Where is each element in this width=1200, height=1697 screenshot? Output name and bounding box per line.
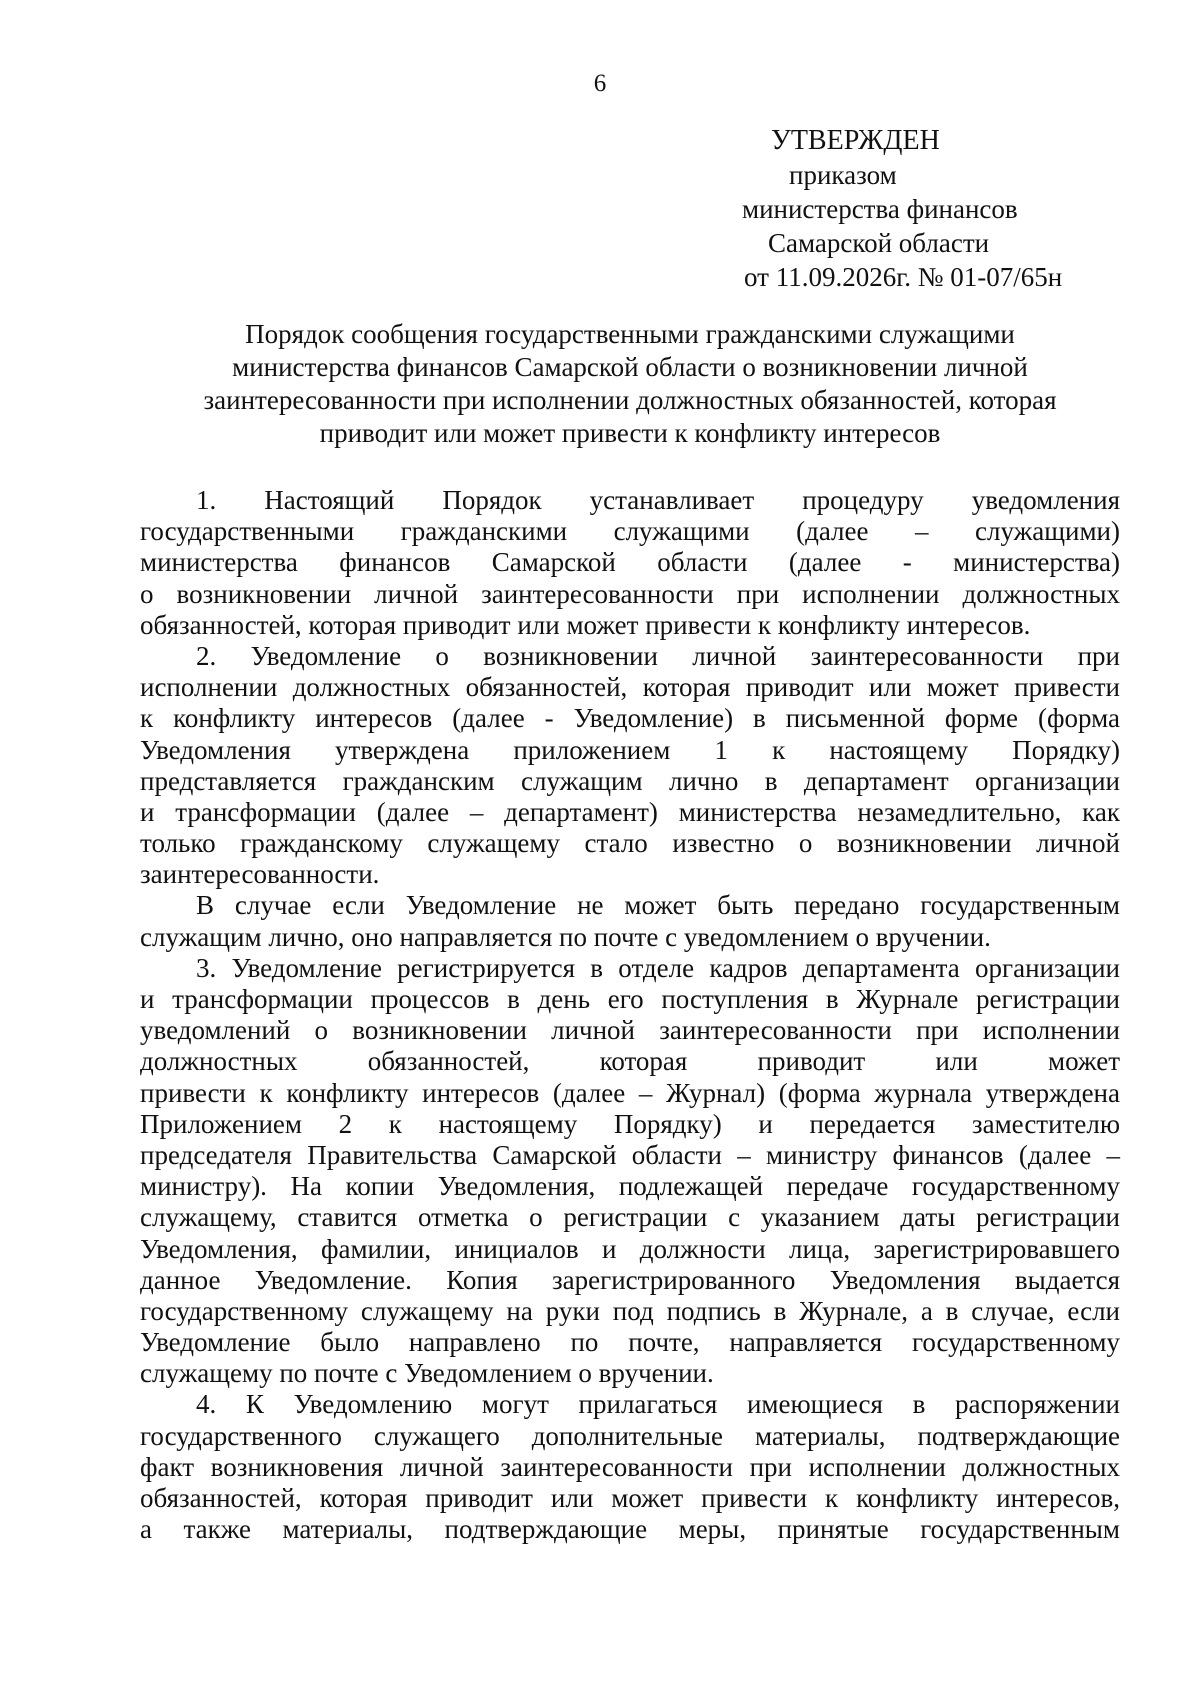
- text-line: 2. Уведомление о возникновении личной заинтересованности при: [196, 640, 1120, 671]
- approval-line: министерства финансов: [742, 194, 1018, 224]
- text-line: о возникновении личной заинтересованности при исполнении должностных: [140, 578, 1120, 609]
- text-line: государственному служащему на руки под подпись в Журнале, а в случае, если: [140, 1295, 1120, 1326]
- text-line: министерства финансов Самарской области (далее - министерства): [140, 547, 1120, 578]
- approval-block: [690, 124, 1110, 294]
- text-line: государственными гражданскими служащими (далее – служащими): [140, 516, 1120, 547]
- text-line: Приложением 2 к настоящему Порядку) и передается заместителю: [140, 1108, 1120, 1139]
- text-line: 1. Настоящий Порядок устанавливает процедуру уведомления: [196, 485, 1120, 515]
- text-line: только гражданскому служащему стало известно о возникновении личной: [140, 828, 1120, 859]
- text-line: Уведомления утверждена приложением 1 к настоящему Порядку): [140, 734, 1120, 765]
- approval-date-number: от 11.09.2026г. № 01-07/65н: [744, 262, 1063, 292]
- text-line: министру). На копии Уведомления, подлежащей передаче государственному: [140, 1171, 1120, 1202]
- text-line: привести к конфликту интересов (далее – Журнал) (форма журнала утверждена: [140, 1077, 1120, 1108]
- text-line: обязанностей, которая приводит или может привести к конфликту интересов,: [140, 1483, 1120, 1513]
- text-line: председателя Правительства Самарской области – министру финансов (далее –: [140, 1139, 1120, 1170]
- title-line: приводит или может привести к конфликту интересов: [319, 418, 941, 448]
- body-text: [140, 485, 1120, 1545]
- text-line: Уведомление было направлено по почте, направляется государственному: [140, 1327, 1120, 1358]
- document-title: [140, 318, 1120, 450]
- text-line: к конфликту интересов (далее - Уведомление) в письменной форме (форма: [140, 703, 1120, 734]
- page-number: 6: [593, 70, 607, 97]
- text-line: служащему, ставится отметка о регистрации с указанием даты регистрации: [140, 1202, 1120, 1233]
- text-line: а также материалы, подтверждающие меры, принятые государственным: [140, 1514, 1120, 1545]
- text-line: факт возникновения личной заинтересованности при исполнении должностных: [140, 1451, 1120, 1482]
- title-line: заинтересованности при исполнении должностных обязанностей, которая: [203, 385, 1057, 415]
- text-line: уведомлений о возникновении личной заинтересованности при исполнении: [140, 1015, 1120, 1046]
- text-line: Уведомления, фамилии, инициалов и должности лица, зарегистрировавшего: [140, 1233, 1120, 1264]
- text-line: представляется гражданским служащим лично в департамент организации: [140, 765, 1120, 796]
- text-line: заинтересованности.: [140, 859, 380, 890]
- text-line: должностных обязанностей, которая приводит или может: [140, 1046, 1120, 1077]
- title-line: министерства финансов Самарской области о возникновении личной: [232, 352, 1028, 382]
- text-line: служащим лично, оно направляется по почте с уведомлением о вручении.: [140, 921, 991, 952]
- text-line: исполнении должностных обязанностей, которая приводит или может привести: [140, 672, 1120, 703]
- text-line: служащему по почте с Уведомлением о вручении.: [140, 1358, 714, 1389]
- approval-line: Самарской области: [768, 228, 990, 258]
- title-line: Порядок сообщения государственными гражданскими служащими: [245, 319, 1015, 349]
- text-line: 3. Уведомление регистрируется в отделе кадров департамента организации: [196, 952, 1120, 983]
- text-line: 4. К Уведомлению могут прилагаться имеющиеся в распоряжении: [196, 1389, 1120, 1420]
- text-line: обязанностей, которая приводит или может привести к конфликту интересов.: [140, 609, 1031, 640]
- approval-line: приказом: [789, 160, 897, 190]
- text-line: данное Уведомление. Копия зарегистрированного Уведомления выдается: [140, 1264, 1120, 1295]
- text-line: и трансформации процессов в день его поступления в Журнале регистрации: [140, 984, 1120, 1014]
- text-line: и трансформации (далее – департамент) министерства незамедлительно, как: [140, 796, 1120, 827]
- text-line: государственного служащего дополнительные материалы, подтверждающие: [140, 1420, 1120, 1451]
- approval-heading: УТВЕРЖДЕН: [771, 125, 940, 156]
- text-line: В случае если Уведомление не может быть передано государственным: [196, 890, 1120, 921]
